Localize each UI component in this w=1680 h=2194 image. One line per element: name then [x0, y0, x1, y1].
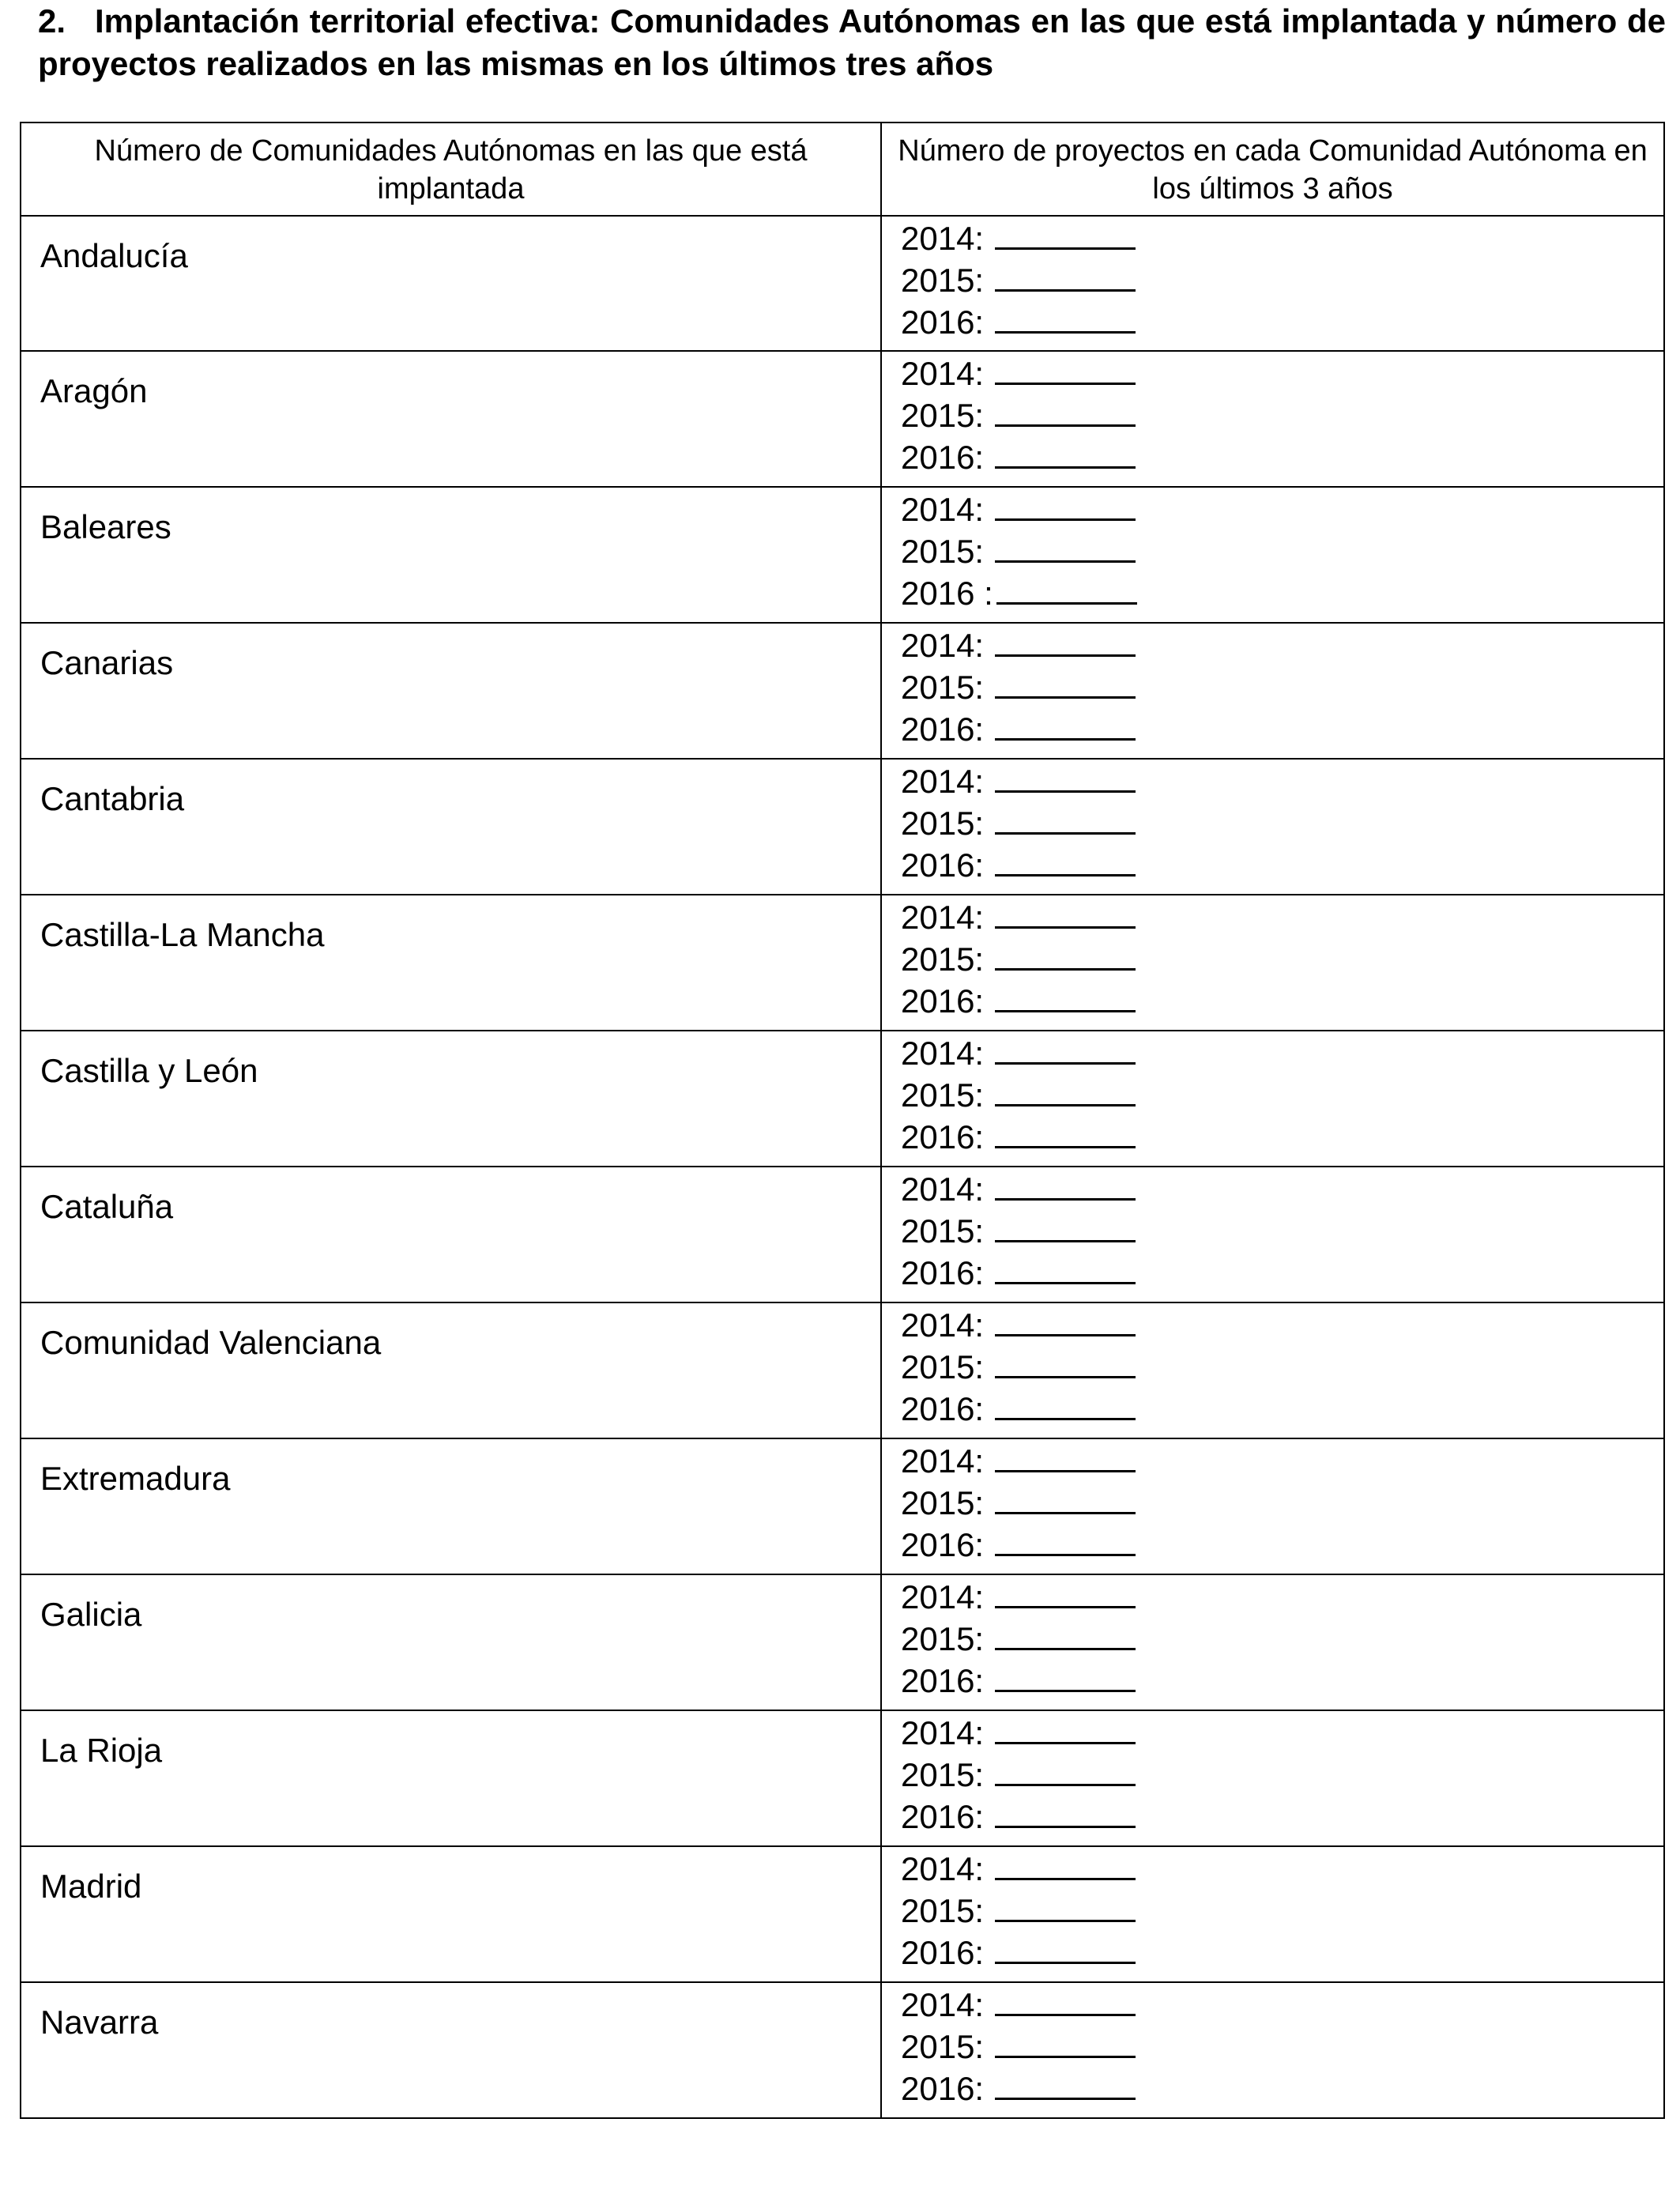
year-line-2015: [901, 259, 1663, 301]
region-cell: [21, 759, 881, 895]
blank-field[interactable]: [995, 394, 1136, 427]
year-line-2016: [901, 1932, 1663, 1973]
year-line-2016: [901, 1116, 1663, 1158]
year-line-2015: [901, 394, 1663, 436]
region-name: Cataluña: [40, 1188, 174, 1225]
section-heading: [38, 0, 1666, 85]
year-label: 2015:: [901, 1348, 985, 1385]
projects-cell: [881, 1031, 1664, 1167]
year-label: 2014:: [901, 1714, 985, 1751]
region-cell: [21, 1031, 881, 1167]
table-row: [21, 351, 1664, 487]
year-label: 2016:: [901, 1526, 985, 1563]
region-name: Cantabria: [40, 780, 185, 817]
year-label: 2016:: [901, 1798, 985, 1835]
region-cell: [21, 1167, 881, 1302]
year-label: 2016:: [901, 982, 985, 1020]
blank-field[interactable]: [995, 666, 1136, 699]
blank-field[interactable]: [995, 980, 1136, 1012]
year-line-2014: [901, 217, 1663, 259]
blank-field[interactable]: [995, 1660, 1136, 1692]
blank-field[interactable]: [995, 1074, 1136, 1106]
region-cell: [21, 487, 881, 623]
year-label: 2014:: [901, 763, 985, 800]
year-label: 2014:: [901, 1035, 985, 1072]
projects-cell: [881, 1438, 1664, 1574]
region-name: Canarias: [40, 644, 174, 681]
blank-field[interactable]: [995, 1116, 1136, 1148]
projects-cell: [881, 1846, 1664, 1982]
year-line-2014: [901, 1440, 1663, 1482]
blank-field[interactable]: [996, 572, 1137, 605]
year-line-2016: [901, 436, 1663, 478]
section-title: Implantación territorial efectiva: Comunidades Autónomas en las que está implantada y número de proyectos realizados en las mismas en los últimos tres años: [38, 2, 1666, 82]
year-label: 2015:: [901, 2028, 985, 2065]
region-cell: [21, 895, 881, 1031]
projects-cell: [881, 1167, 1664, 1302]
projects-cell: [881, 487, 1664, 623]
blank-field[interactable]: [995, 1754, 1136, 1786]
year-line-2015: [901, 1210, 1663, 1252]
blank-field[interactable]: [995, 1524, 1136, 1556]
table-row: [21, 1167, 1664, 1302]
region-name: Navarra: [40, 2004, 159, 2041]
year-line-2014: [901, 1576, 1663, 1618]
year-line-2015: [901, 1754, 1663, 1796]
blank-field[interactable]: [995, 1440, 1136, 1472]
year-label: 2015:: [901, 1076, 985, 1114]
year-line-2016: [901, 1388, 1663, 1430]
blank-field[interactable]: [995, 1346, 1136, 1378]
blank-field[interactable]: [995, 1482, 1136, 1514]
table-body: [21, 216, 1664, 2118]
table-row: [21, 1982, 1664, 2118]
blank-field[interactable]: [995, 760, 1136, 793]
year-line-2014: [901, 1984, 1663, 2026]
blank-field[interactable]: [995, 436, 1136, 469]
table-row: [21, 1302, 1664, 1438]
region-cell: [21, 1710, 881, 1846]
blank-field[interactable]: [995, 1890, 1136, 1922]
year-label: 2016:: [901, 1254, 985, 1291]
region-name: Castilla-La Mancha: [40, 916, 325, 953]
region-cell: [21, 1846, 881, 1982]
year-label: 2016:: [901, 303, 985, 341]
blank-field[interactable]: [995, 2068, 1136, 2100]
year-label: 2015:: [901, 533, 985, 570]
blank-field[interactable]: [995, 1168, 1136, 1201]
year-label: 2014:: [901, 491, 985, 528]
blank-field[interactable]: [995, 896, 1136, 929]
year-label: 2016:: [901, 1118, 985, 1155]
blank-field[interactable]: [995, 217, 1136, 250]
region-cell: [21, 351, 881, 487]
year-label: 2015:: [901, 805, 985, 842]
blank-field[interactable]: [995, 1796, 1136, 1828]
year-label: 2016:: [901, 2070, 985, 2107]
table-header-row: [21, 123, 1664, 216]
year-line-2015: [901, 938, 1663, 980]
blank-field[interactable]: [995, 530, 1136, 563]
year-line-2015: [901, 1074, 1663, 1116]
year-label: 2014:: [901, 1442, 985, 1480]
region-cell: [21, 623, 881, 759]
year-label: 2016:: [901, 1934, 985, 1971]
year-line-2016: [901, 1660, 1663, 1702]
blank-field[interactable]: [995, 624, 1136, 657]
table-row: [21, 1710, 1664, 1846]
blank-field[interactable]: [995, 938, 1136, 971]
year-line-2016: [901, 1524, 1663, 1566]
year-line-2014: [901, 1032, 1663, 1074]
projects-cell: [881, 1302, 1664, 1438]
year-label: 2015:: [901, 1620, 985, 1657]
year-line-2014: [901, 1712, 1663, 1754]
year-label: 2016:: [901, 1390, 985, 1427]
region-name: Comunidad Valenciana: [40, 1324, 382, 1361]
blank-field[interactable]: [995, 1252, 1136, 1284]
year-label: 2016:: [901, 1662, 985, 1699]
table-row: [21, 216, 1664, 351]
region-name: Andalucía: [40, 237, 188, 274]
year-label: 2014:: [901, 1171, 985, 1208]
blank-field[interactable]: [995, 301, 1136, 334]
year-label: 2016:: [901, 846, 985, 884]
blank-field[interactable]: [995, 2026, 1136, 2058]
projects-cell: [881, 1710, 1664, 1846]
year-label: 2014:: [901, 1986, 985, 2023]
blank-field[interactable]: [995, 1032, 1136, 1065]
table-row: [21, 1438, 1664, 1574]
year-label: 2015:: [901, 1212, 985, 1250]
blank-field[interactable]: [995, 1388, 1136, 1420]
region-name: La Rioja: [40, 1732, 163, 1769]
year-label: 2014:: [901, 899, 985, 936]
blank-field[interactable]: [995, 1932, 1136, 1964]
year-label: 2014:: [901, 627, 985, 664]
year-line-2016: [901, 708, 1663, 750]
projects-cell: [881, 351, 1664, 487]
blank-field[interactable]: [995, 1712, 1136, 1744]
year-label: 2015:: [901, 262, 985, 299]
blank-field[interactable]: [995, 259, 1136, 292]
column-header-regions: Número de Comunidades Autónomas en las que está implantada: [21, 123, 881, 216]
year-line-2015: [901, 666, 1663, 708]
column-header-projects: Número de proyectos en cada Comunidad Autónoma en los últimos 3 años: [881, 123, 1664, 216]
blank-field[interactable]: [995, 708, 1136, 741]
year-label: 2016:: [901, 711, 985, 748]
year-label: 2016:: [901, 439, 985, 476]
year-line-2014: [901, 352, 1663, 394]
year-line-2014: [901, 1848, 1663, 1890]
table-row: [21, 623, 1664, 759]
region-name: Baleares: [40, 508, 171, 545]
year-line-2016: [901, 2068, 1663, 2109]
year-label: 2015:: [901, 1756, 985, 1793]
blank-field[interactable]: [995, 844, 1136, 876]
regions-table: [20, 122, 1665, 2119]
year-line-2014: [901, 488, 1663, 530]
year-line-2015: [901, 1890, 1663, 1932]
year-label: 2016 :: [901, 575, 993, 612]
region-cell: [21, 1302, 881, 1438]
year-line-2014: [901, 624, 1663, 666]
region-cell: [21, 1438, 881, 1574]
blank-field[interactable]: [995, 1984, 1136, 2016]
region-name: Galicia: [40, 1596, 142, 1633]
year-label: 2015:: [901, 397, 985, 434]
year-line-2016: [901, 1796, 1663, 1838]
table-row: [21, 895, 1664, 1031]
year-label: 2014:: [901, 1850, 985, 1887]
year-line-2015: [901, 530, 1663, 572]
year-label: 2015:: [901, 1484, 985, 1521]
blank-field[interactable]: [995, 1848, 1136, 1880]
year-line-2014: [901, 1304, 1663, 1346]
table-row: [21, 1574, 1664, 1710]
blank-field[interactable]: [995, 802, 1136, 835]
year-line-2016: [901, 572, 1663, 614]
blank-field[interactable]: [995, 1576, 1136, 1608]
year-label: 2014:: [901, 1306, 985, 1344]
projects-cell: [881, 623, 1664, 759]
year-line-2016: [901, 1252, 1663, 1294]
year-label: 2015:: [901, 669, 985, 706]
blank-field[interactable]: [995, 488, 1136, 521]
year-label: 2015:: [901, 1892, 985, 1929]
blank-field[interactable]: [995, 1304, 1136, 1336]
year-line-2015: [901, 1482, 1663, 1524]
year-line-2016: [901, 980, 1663, 1022]
year-label: 2015:: [901, 941, 985, 978]
region-name: Aragón: [40, 372, 148, 409]
blank-field[interactable]: [995, 1618, 1136, 1650]
region-cell: [21, 1574, 881, 1710]
projects-cell: [881, 1574, 1664, 1710]
year-line-2015: [901, 1618, 1663, 1660]
blank-field[interactable]: [995, 352, 1136, 385]
table-row: [21, 1031, 1664, 1167]
year-line-2014: [901, 760, 1663, 802]
year-line-2016: [901, 301, 1663, 343]
region-name: Madrid: [40, 1868, 142, 1905]
year-line-2014: [901, 1168, 1663, 1210]
region-name: Castilla y León: [40, 1052, 258, 1089]
section-number: 2.: [38, 2, 66, 40]
year-line-2014: [901, 896, 1663, 938]
year-label: 2014:: [901, 355, 985, 392]
region-cell: [21, 1982, 881, 2118]
projects-cell: [881, 895, 1664, 1031]
projects-cell: [881, 1982, 1664, 2118]
year-line-2016: [901, 844, 1663, 886]
year-label: 2014:: [901, 220, 985, 257]
table-row: [21, 759, 1664, 895]
table-row: [21, 487, 1664, 623]
year-line-2015: [901, 1346, 1663, 1388]
year-label: 2014:: [901, 1578, 985, 1615]
region-name: Extremadura: [40, 1460, 231, 1497]
year-line-2015: [901, 802, 1663, 844]
table-row: [21, 1846, 1664, 1982]
projects-cell: [881, 216, 1664, 351]
year-line-2015: [901, 2026, 1663, 2068]
region-cell: [21, 216, 881, 351]
projects-cell: [881, 759, 1664, 895]
blank-field[interactable]: [995, 1210, 1136, 1242]
